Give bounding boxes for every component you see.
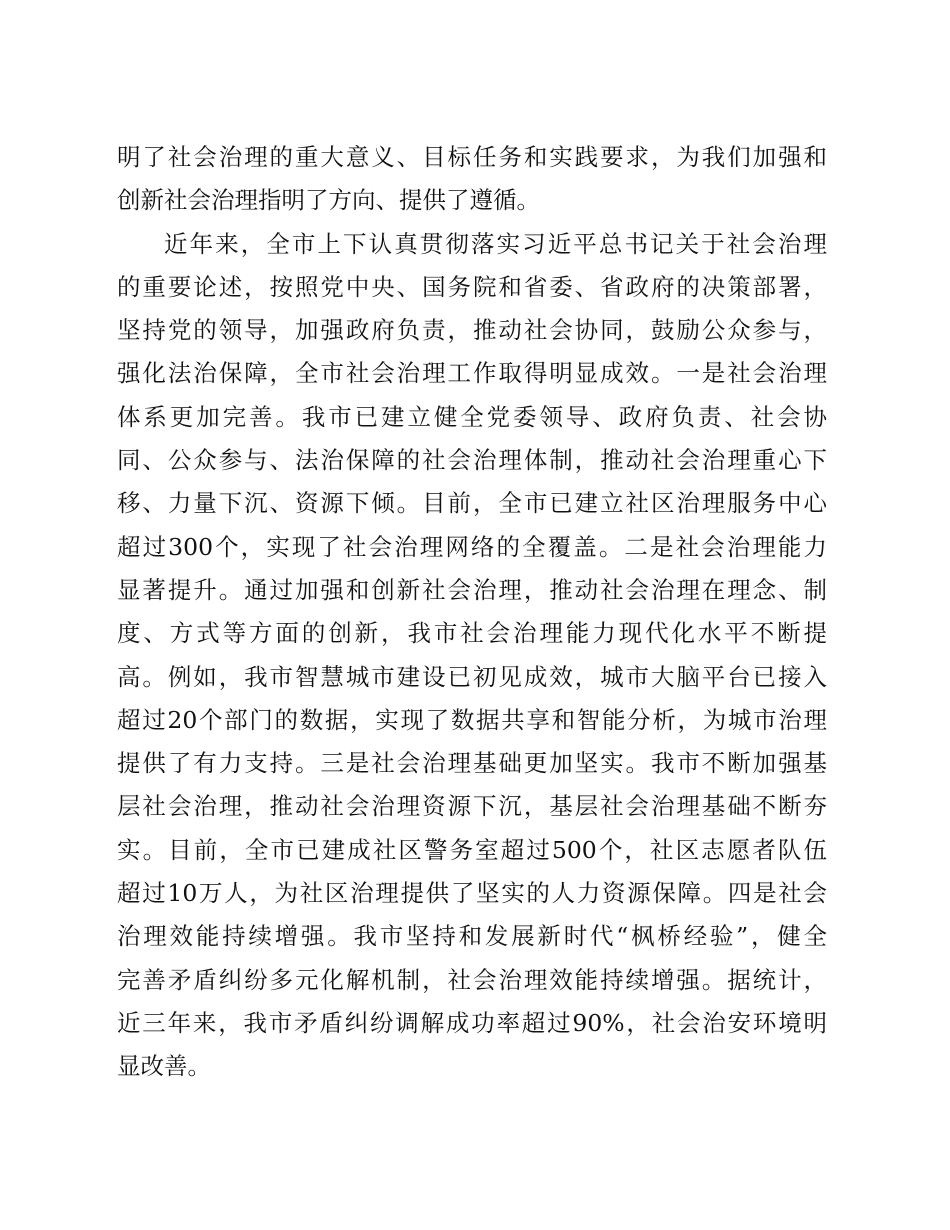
text-line: 超过300个，实现了社会治理网络的全覆盖。二是社会治理能力 [117,532,827,561]
body-text [117,136,827,1089]
text-line: 显著提升。通过加强和创新社会治理，推动社会治理在理念、制 [117,575,827,604]
text-line: 移、力量下沉、资源下倾。目前，全市已建立社区治理服务中心 [117,489,827,518]
text-line: 层社会治理，推动社会治理资源下沉，基层社会治理基础不断夯 [117,792,827,821]
text-line: 治理效能持续增强。我市坚持和发展新时代“枫桥经验”，健全 [117,922,827,951]
paragraph-end-line: 创新社会治理指明了方向、提供了遵循。 [117,186,540,215]
paragraph-end-line: 显改善。 [117,1052,211,1081]
text-line: 明了社会治理的重大意义、目标任务和实践要求，为我们加强和 [117,143,827,171]
text-line: 的重要论述，按照党中央、国务院和省委、省政府的决策部署， [117,272,827,301]
text-line: 提供了有力支持。三是社会治理基础更加坚实。我市不断加强基 [117,749,827,778]
text-line: 体系更加完善。我市已建立健全党委领导、政府负责、社会协 [117,402,827,431]
paragraph-start-line: 近年来，全市上下认真贯彻落实习近平总书记关于社会治理 [164,229,827,258]
text-line: 完善矛盾纠纷多元化解机制，社会治理效能持续增强。据统计， [117,965,827,994]
text-line: 同、公众参与、法治保障的社会治理体制，推动社会治理重心下 [117,446,827,475]
text-line: 超过10万人，为社区治理提供了坚实的人力资源保障。四是社会 [117,879,827,908]
text-line: 超过20个部门的数据，实现了数据共享和智能分析，为城市治理 [117,705,827,734]
text-line: 度、方式等方面的创新，我市社会治理能力现代化水平不断提 [117,619,827,648]
text-line: 强化法治保障，全市社会治理工作取得明显成效。一是社会治理 [117,359,827,388]
text-line: 坚持党的领导，加强政府负责，推动社会协同，鼓励公众参与， [117,316,827,345]
text-line: 实。目前，全市已建成社区警务室超过500个，社区志愿者队伍 [117,835,827,864]
text-line: 高。例如，我市智慧城市建设已初见成效，城市大脑平台已接入 [117,662,827,691]
text-line: 近三年来，我市矛盾纠纷调解成功率超过90%，社会治安环境明 [117,1008,827,1037]
